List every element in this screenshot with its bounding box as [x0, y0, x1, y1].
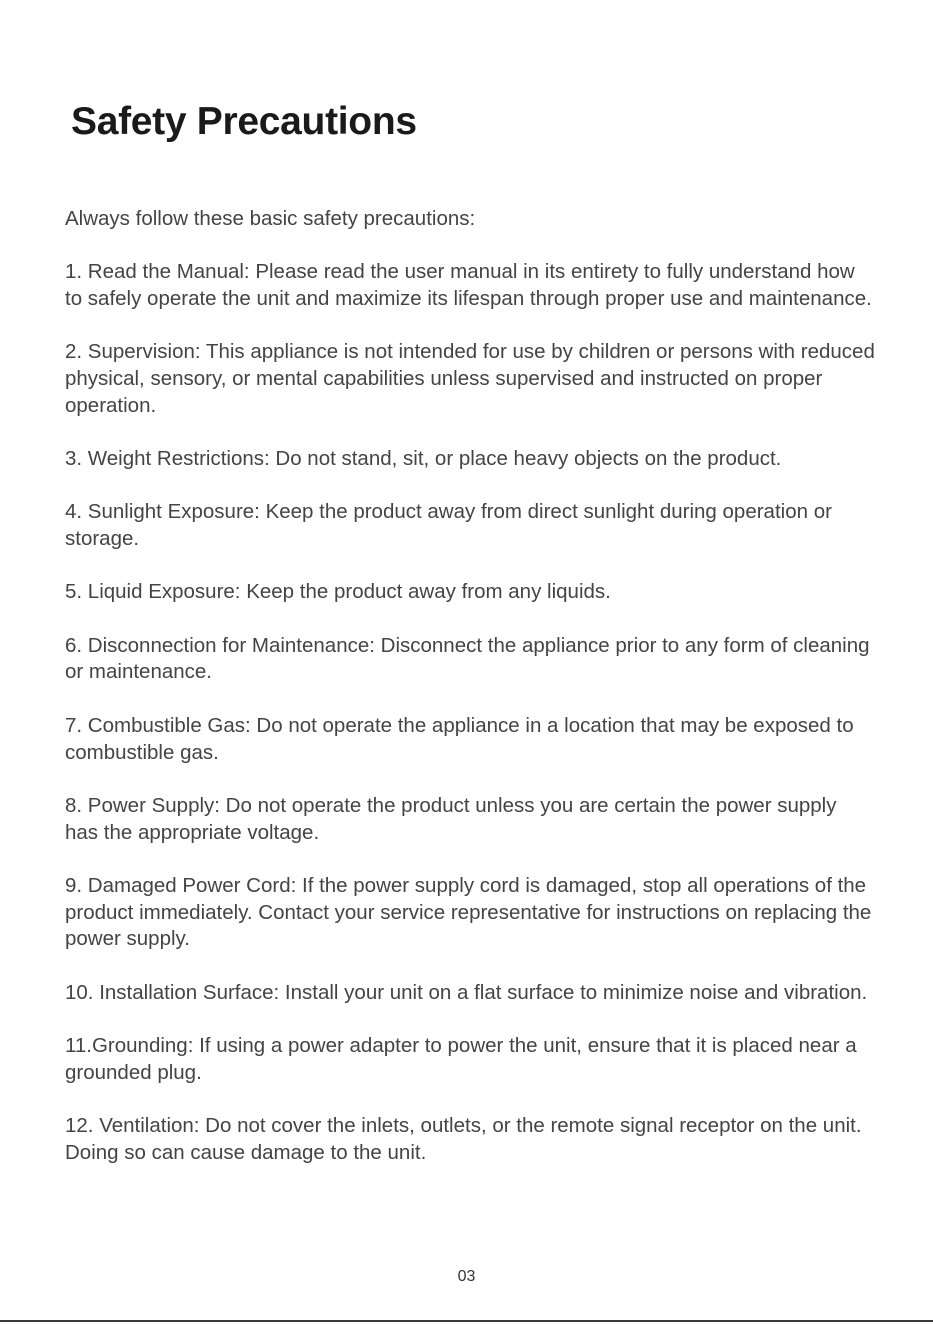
precaution-item-disconnection: 6. Disconnection for Maintenance: Disconnect the appliance prior to any form of cleaning or maintenance. [65, 633, 870, 684]
precaution-item-damaged-cord: 9. Damaged Power Cord: If the power supply cord is damaged, stop all operations of the product immediately. Contact your service representative for instructions on replacing the power supply. [65, 874, 872, 951]
precaution-item-liquid-exposure: 5. Liquid Exposure: Keep the product away from any liquids. [65, 580, 611, 604]
bottom-divider [0, 1320, 933, 1322]
precaution-list [65, 259, 875, 1193]
precaution-item-supervision: 2. Supervision: This appliance is not intended for use by children or persons with reduced physical, sensory, or mental capabilities unless supervised and instructed on proper operation. [65, 340, 875, 417]
precaution-item-read-manual: 1. Read the Manual: Please read the user manual in its entirety to fully understand how to safely operate the unit and maximize its lifespan through proper use and maintenance. [65, 260, 872, 310]
page-number: 03 [457, 1268, 476, 1285]
precaution-item-grounding: 11.Grounding: If using a power adapter to power the unit, ensure that it is placed near a grounded plug. [65, 1034, 857, 1084]
precaution-item-ventilation: 12. Ventilation: Do not cover the inlets, outlets, or the remote signal receptor on the unit. Doing so can cause damage to the unit. [65, 1114, 862, 1165]
precaution-item-combustible-gas: 7. Combustible Gas: Do not operate the appliance in a location that may be exposed to combustible gas. [65, 713, 854, 764]
precaution-item-sunlight-exposure: 4. Sunlight Exposure: Keep the product away from direct sunlight during operation or storage. [65, 500, 832, 550]
precaution-item-installation-surface: 10. Installation Surface: Install your unit on a flat surface to minimize noise and vibration. [65, 980, 868, 1004]
intro-text: Always follow these basic safety precautions: [65, 207, 476, 230]
page-title: Safety Precautions [71, 100, 417, 143]
precaution-item-power-supply: 8. Power Supply: Do not operate the product unless you are certain the power supply has the appropriate voltage. [65, 793, 837, 844]
precaution-item-weight-restrictions: 3. Weight Restrictions: Do not stand, sit, or place heavy objects on the product. [65, 446, 782, 470]
